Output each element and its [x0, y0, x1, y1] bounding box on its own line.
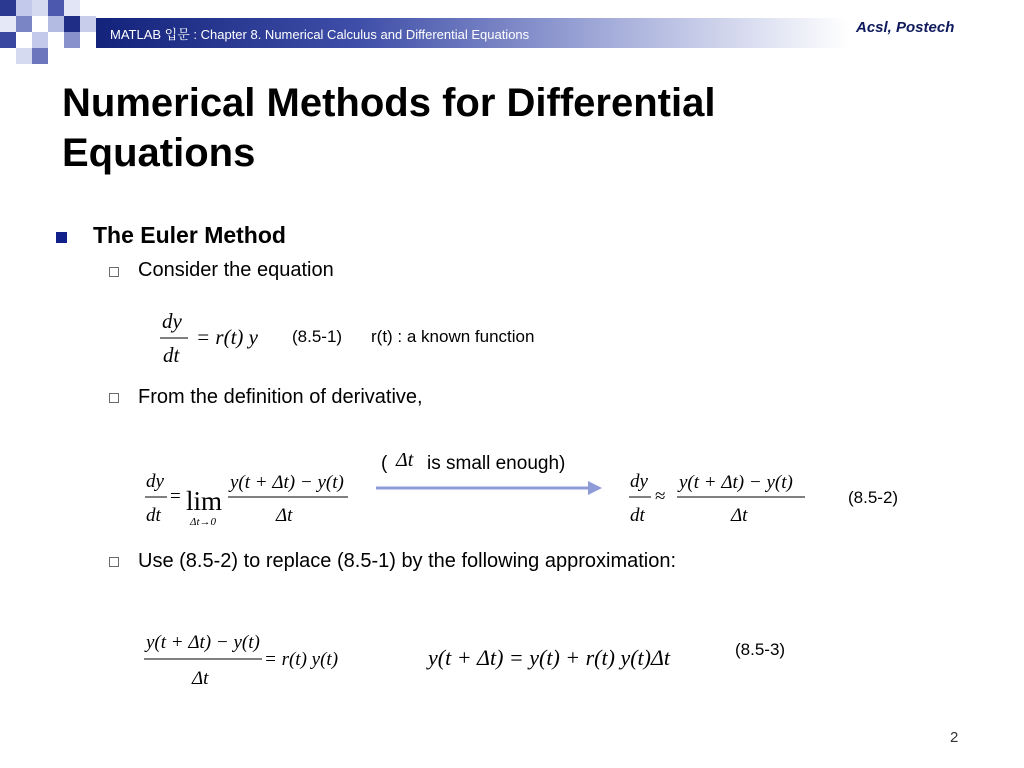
header-square: [16, 0, 32, 16]
equation-derivative-limit: [140, 460, 355, 535]
header-square: [64, 32, 80, 48]
arrow-head: [588, 481, 602, 495]
equation-euler-discrete: [140, 622, 350, 694]
eq2-lhs-denominator: dt: [146, 505, 161, 526]
equation-note: r(t) : a known function: [371, 327, 535, 346]
eq2-denominator: Δt: [276, 505, 293, 526]
header-square: [32, 0, 48, 16]
condition-open-paren: (: [381, 453, 388, 474]
eq2-approx-denominator: Δt: [731, 505, 748, 526]
title-line-2: Equations: [62, 131, 256, 175]
course-title: MATLAB 입문 : Chapter 8. Numerical Calculus and Differential Equations: [110, 27, 530, 42]
eq3-rhs: = r(t) y(t): [264, 649, 339, 670]
section-heading: The Euler Method: [93, 222, 286, 248]
eq1-denominator: dt: [163, 343, 180, 367]
equation-8-5-3: [428, 640, 718, 675]
hollow-square-bullet-icon: [109, 267, 119, 277]
hollow-square-bullet-icon: [109, 393, 119, 403]
header-square: [32, 48, 48, 64]
header-square: [48, 16, 64, 32]
eq2-approx-lhs-denominator: dt: [630, 505, 645, 526]
limit-subscript: Δt→0: [190, 516, 217, 528]
header-square: [0, 32, 16, 48]
title-line-1: Numerical Methods for Differential: [62, 81, 716, 125]
hollow-square-bullet-icon: [109, 557, 119, 567]
condition-symbol: Δt: [396, 449, 414, 471]
eq1-numerator: dy: [162, 309, 182, 333]
header-square: [32, 32, 48, 48]
equation-label: (8.5-2): [848, 488, 899, 507]
equation-8-5-1: [150, 305, 290, 370]
header-square: [0, 0, 16, 16]
list-item: From the definition of derivative,: [138, 386, 423, 408]
list-item: Consider the equation: [138, 259, 334, 281]
eq1-rhs: = r(t) y: [196, 325, 258, 349]
eq2-lhs-numerator: dy: [146, 471, 164, 492]
eq2-numerator: y(t + Δt) − y(t): [230, 472, 344, 493]
page-number: 2: [950, 729, 959, 746]
approx-sign: ≈: [655, 486, 666, 507]
eq2-approx-numerator: y(t + Δt) − y(t): [679, 472, 793, 493]
list-item: Use (8.5-2) to replace (8.5-1) by the following approximation:: [138, 550, 677, 572]
equation-8-5-2: [625, 460, 815, 535]
header-square: [80, 16, 96, 32]
equation-label: (8.5-3): [735, 640, 786, 659]
right-arrow-icon: [372, 478, 604, 498]
eq3-numerator: y(t + Δt) − y(t): [146, 632, 260, 653]
header-square: [16, 48, 32, 64]
equation-label: (8.5-1): [292, 327, 343, 346]
header-square: [16, 16, 32, 32]
header-square: [48, 0, 64, 16]
eq2-equal-sign: =: [170, 486, 181, 507]
eq2-approx-lhs-numerator: dy: [630, 471, 648, 492]
header-square: [0, 16, 16, 32]
condition-text: is small enough): [427, 453, 566, 474]
limit-operator: lim: [186, 486, 223, 516]
eq3-denominator: Δt: [192, 668, 209, 689]
header-square: [64, 0, 80, 16]
header-square: [64, 16, 80, 32]
brand-label: Acsl, Postech: [856, 19, 955, 36]
bullet-square-icon: [56, 232, 67, 243]
eq3-update-rule: y(t + Δt) = y(t) + r(t) y(t)Δt: [428, 645, 670, 670]
page-title: [62, 78, 715, 178]
